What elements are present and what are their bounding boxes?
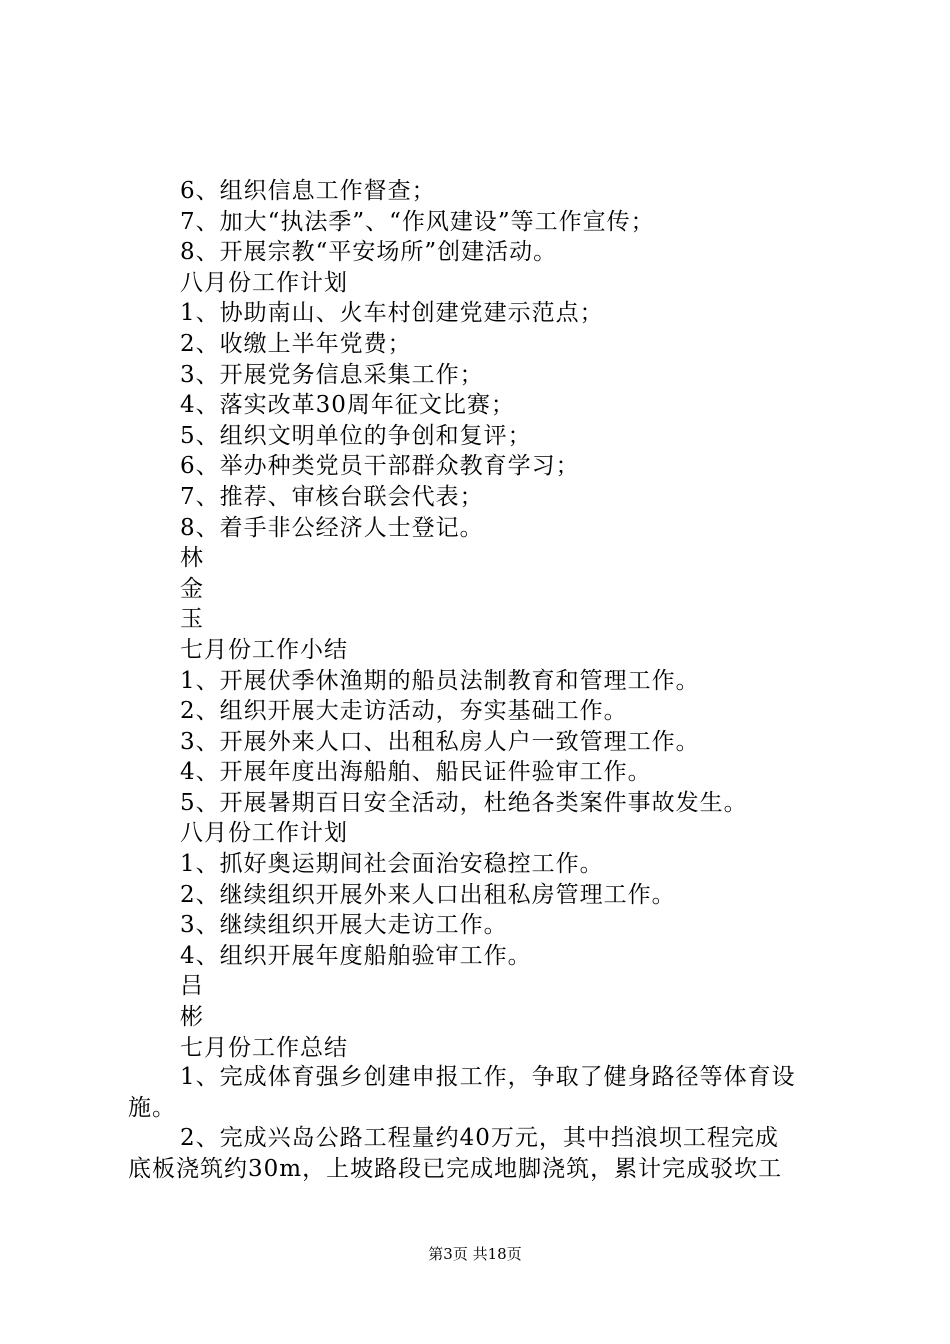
paragraph-line: 1、完成体育强乡创建申报工作，争取了健身路径等体育设 [180, 1064, 796, 1090]
author-name-char: 林 [180, 545, 204, 572]
section-heading: 七月份工作总结 [180, 1034, 348, 1061]
text-line: 2、继续组织开展外来人口出租私房管理工作。 [180, 881, 676, 908]
text-line: 1、协助南山、火车村创建党建示范点； [180, 300, 604, 327]
text-line: 3、开展党务信息采集工作； [180, 361, 484, 388]
text-line: 3、继续组织开展大走访工作。 [180, 912, 508, 939]
text-line: 2、组织开展大走访活动，夯实基础工作。 [180, 698, 628, 725]
text-line: 8、开展宗教“平安场所”创建活动。 [180, 239, 558, 266]
text-line: 1、抓好奥运期间社会面治安稳控工作。 [180, 851, 604, 878]
author-name-char: 金 [180, 575, 204, 602]
paragraph [128, 1123, 838, 1184]
section-heading: 八月份工作计划 [180, 269, 348, 296]
paragraph-line: 2、完成兴岛公路工程量约40万元，其中挡浪坝工程完成 [180, 1125, 779, 1151]
text-line: 7、加大“执法季”、“作风建设”等工作宣传； [180, 208, 655, 235]
text-line: 2、收缴上半年党费； [180, 330, 412, 357]
author-name-char: 玉 [180, 606, 204, 633]
text-line: 4、开展年度出海船舶、船民证件验审工作。 [180, 759, 652, 786]
paragraph-line: 底板浇筑约30m，上坡路段已完成地脚浇筑，累计完成驳坎工 [128, 1155, 783, 1182]
text-line: 5、组织文明单位的争创和复评； [180, 422, 532, 449]
paragraph-line: 施。 [128, 1094, 176, 1121]
text-line: 1、开展伏季休渔期的船员法制教育和管理工作。 [180, 667, 700, 694]
section-heading: 七月份工作小结 [180, 636, 348, 663]
text-line: 4、组织开展年度船舶验审工作。 [180, 942, 532, 969]
text-line: 3、开展外来人口、出租私房人户一致管理工作。 [180, 728, 700, 755]
text-line: 5、开展暑期百日安全活动，杜绝各类案件事故发生。 [180, 789, 748, 816]
text-line: 6、举办种类党员干部群众教育学习； [180, 453, 580, 480]
text-line: 4、落实改革30周年征文比赛； [180, 392, 515, 419]
text-line: 7、推荐、审核台联会代表； [180, 483, 484, 510]
paragraph [128, 1062, 838, 1123]
page-number-footer: 第3页 共18页 [428, 1245, 522, 1263]
section-heading: 八月份工作计划 [180, 820, 348, 847]
text-line: 6、组织信息工作督查； [180, 178, 436, 204]
document-body [180, 176, 840, 1063]
author-name-char: 彬 [180, 1004, 204, 1031]
author-name-char: 吕 [180, 973, 204, 1000]
text-line: 8、着手非公经济人士登记。 [180, 514, 484, 541]
